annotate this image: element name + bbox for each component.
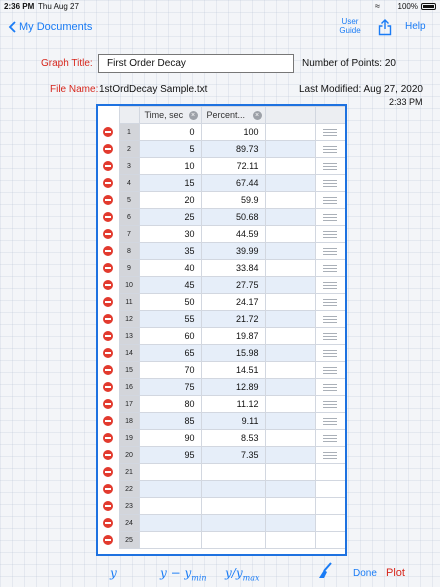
delete-row-cell — [98, 464, 119, 481]
percent-cell[interactable]: 67.44 — [201, 175, 265, 192]
row-number: 13 — [119, 328, 139, 345]
reorder-handle-cell — [315, 481, 345, 498]
empty-cell[interactable] — [265, 141, 315, 158]
time-cell[interactable]: 80 — [139, 396, 201, 413]
time-cell[interactable]: 65 — [139, 345, 201, 362]
time-cell[interactable]: 5 — [139, 141, 201, 158]
empty-cell[interactable] — [265, 124, 315, 141]
empty-cell[interactable] — [265, 362, 315, 379]
percent-cell[interactable] — [201, 498, 265, 515]
delete-row-cell — [98, 260, 119, 277]
row-number: 12 — [119, 311, 139, 328]
time-cell[interactable]: 60 — [139, 328, 201, 345]
delete-row-cell — [98, 430, 119, 447]
user-guide-button[interactable] — [335, 17, 365, 35]
empty-cell[interactable] — [265, 294, 315, 311]
table-row — [98, 447, 345, 464]
delete-row-cell — [98, 158, 119, 175]
empty-cell[interactable] — [265, 532, 315, 549]
delete-row-icon[interactable] — [103, 161, 113, 171]
time-cell[interactable]: 95 — [139, 447, 201, 464]
reorder-handle-cell — [315, 311, 345, 328]
column-header-time[interactable] — [139, 107, 201, 124]
delete-row-icon[interactable] — [103, 484, 113, 494]
empty-cell[interactable] — [265, 209, 315, 226]
table-row — [98, 481, 345, 498]
empty-cell[interactable] — [265, 396, 315, 413]
row-number: 21 — [119, 464, 139, 481]
row-number: 10 — [119, 277, 139, 294]
graph-title-input[interactable]: First Order Decay — [98, 54, 294, 73]
empty-cell[interactable] — [265, 311, 315, 328]
reorder-handle-cell — [315, 464, 345, 481]
drag-handle-icon[interactable] — [323, 418, 337, 426]
table-row — [98, 226, 345, 243]
delete-row-cell — [98, 345, 119, 362]
row-number: 1 — [119, 124, 139, 141]
empty-cell[interactable] — [265, 226, 315, 243]
table-row — [98, 192, 345, 209]
delete-row-cell — [98, 209, 119, 226]
delete-row-icon[interactable] — [103, 535, 113, 545]
table-row — [98, 430, 345, 447]
chevron-left-icon — [8, 21, 16, 33]
row-number: 24 — [119, 515, 139, 532]
table-row — [98, 345, 345, 362]
percent-cell[interactable]: 44.59 — [201, 226, 265, 243]
drag-handle-icon[interactable] — [323, 299, 337, 307]
reorder-handle-cell — [315, 209, 345, 226]
percent-cell[interactable]: 14.51 — [201, 362, 265, 379]
transform-y-minus-ymin-button[interactable] — [160, 566, 207, 582]
drag-handle-icon[interactable] — [323, 384, 337, 392]
table-header-row — [98, 107, 345, 124]
data-table-panel — [96, 104, 347, 556]
drag-handle-icon[interactable] — [323, 367, 337, 375]
status-time: 2:36 PM — [4, 2, 35, 11]
drag-handle-icon[interactable] — [323, 435, 337, 443]
drag-handle-icon[interactable] — [323, 197, 337, 205]
delete-row-icon[interactable] — [103, 127, 113, 137]
tool-y-minus-label: y − y — [160, 566, 192, 580]
empty-cell[interactable] — [265, 481, 315, 498]
row-number: 9 — [119, 260, 139, 277]
reorder-handle-cell — [315, 413, 345, 430]
row-number: 11 — [119, 294, 139, 311]
points-count: Number of Points: 20 — [302, 58, 396, 69]
time-cell[interactable]: 70 — [139, 362, 201, 379]
delete-row-icon[interactable] — [103, 433, 113, 443]
percent-cell[interactable] — [201, 481, 265, 498]
brush-icon[interactable] — [318, 562, 334, 580]
reorder-handle-cell — [315, 345, 345, 362]
percent-cell[interactable]: 11.12 — [201, 396, 265, 413]
table-row — [98, 158, 345, 175]
transform-y-div-ymax-button[interactable] — [225, 566, 259, 582]
clear-column-icon[interactable]: × — [253, 111, 262, 120]
percent-cell[interactable]: 100 — [201, 124, 265, 141]
reorder-handle-cell — [315, 158, 345, 175]
table-body — [98, 124, 345, 549]
column-header-percent[interactable] — [201, 107, 265, 124]
delete-row-icon[interactable] — [103, 331, 113, 341]
delete-row-icon[interactable] — [103, 348, 113, 358]
drag-handle-icon[interactable] — [323, 214, 337, 222]
time-cell[interactable]: 0 — [139, 124, 201, 141]
delete-row-icon[interactable] — [103, 144, 113, 154]
done-button[interactable]: Done — [353, 568, 377, 579]
delete-row-icon[interactable] — [103, 365, 113, 375]
table-row — [98, 413, 345, 430]
delete-row-cell — [98, 243, 119, 260]
empty-cell[interactable] — [265, 413, 315, 430]
percent-cell[interactable]: 59.9 — [201, 192, 265, 209]
delete-row-icon[interactable] — [103, 501, 113, 511]
drag-handle-icon[interactable] — [323, 129, 337, 137]
tool-y-div-label: y/y — [225, 566, 243, 580]
empty-cell[interactable] — [265, 192, 315, 209]
empty-cell[interactable] — [265, 464, 315, 481]
delete-row-cell — [98, 192, 119, 209]
table-row — [98, 243, 345, 260]
delete-row-cell — [98, 447, 119, 464]
percent-cell[interactable]: 8.53 — [201, 430, 265, 447]
delete-row-cell — [98, 175, 119, 192]
reorder-handle-cell — [315, 515, 345, 532]
row-number: 6 — [119, 209, 139, 226]
percent-cell[interactable]: 24.17 — [201, 294, 265, 311]
empty-cell[interactable] — [265, 447, 315, 464]
percent-cell[interactable]: 50.68 — [201, 209, 265, 226]
table-row — [98, 277, 345, 294]
table-row — [98, 464, 345, 481]
column-header-label: Percent... — [206, 110, 246, 120]
percent-cell[interactable] — [201, 532, 265, 549]
row-number: 2 — [119, 141, 139, 158]
percent-cell[interactable]: 27.75 — [201, 277, 265, 294]
row-number: 23 — [119, 498, 139, 515]
row-number: 17 — [119, 396, 139, 413]
time-cell[interactable]: 25 — [139, 209, 201, 226]
row-number: 8 — [119, 243, 139, 260]
reorder-handle-cell — [315, 294, 345, 311]
percent-cell[interactable]: 15.98 — [201, 345, 265, 362]
empty-cell[interactable] — [265, 498, 315, 515]
drag-handle-icon[interactable] — [323, 231, 337, 239]
header-handle — [315, 107, 345, 124]
delete-row-icon[interactable] — [103, 450, 113, 460]
delete-row-icon[interactable] — [103, 229, 113, 239]
reorder-handle-cell — [315, 277, 345, 294]
row-number: 16 — [119, 379, 139, 396]
delete-row-icon[interactable] — [103, 399, 113, 409]
last-modified-time: 2:33 PM — [389, 97, 423, 107]
user-guide-line1: User — [341, 17, 359, 26]
empty-cell[interactable] — [265, 277, 315, 294]
table-row — [98, 379, 345, 396]
status-bar — [0, 0, 440, 14]
time-cell[interactable] — [139, 481, 201, 498]
percent-cell[interactable] — [201, 515, 265, 532]
reorder-handle-cell — [315, 328, 345, 345]
empty-cell[interactable] — [265, 379, 315, 396]
empty-cell[interactable] — [265, 158, 315, 175]
delete-row-cell — [98, 362, 119, 379]
drag-handle-icon[interactable] — [323, 265, 337, 273]
time-cell[interactable]: 85 — [139, 413, 201, 430]
table-row — [98, 515, 345, 532]
back-label: My Documents — [19, 21, 93, 33]
delete-row-cell — [98, 379, 119, 396]
delete-row-icon[interactable] — [103, 280, 113, 290]
header-rownum — [119, 107, 139, 124]
graph-title-label: Graph Title: — [41, 58, 93, 69]
delete-row-icon[interactable] — [103, 246, 113, 256]
time-cell[interactable]: 45 — [139, 277, 201, 294]
row-number: 20 — [119, 447, 139, 464]
empty-cell[interactable] — [265, 243, 315, 260]
column-header-label: Time, sec — [144, 110, 184, 120]
row-number: 4 — [119, 175, 139, 192]
empty-cell[interactable] — [265, 175, 315, 192]
drag-handle-icon[interactable] — [323, 248, 337, 256]
row-number: 7 — [119, 226, 139, 243]
table-row — [98, 294, 345, 311]
nav-bar — [0, 14, 440, 44]
table-row — [98, 141, 345, 158]
delete-row-cell — [98, 294, 119, 311]
percent-cell[interactable]: 39.99 — [201, 243, 265, 260]
empty-cell[interactable] — [265, 430, 315, 447]
user-guide-line2: Guide — [339, 26, 361, 35]
time-cell[interactable]: 55 — [139, 311, 201, 328]
empty-cell[interactable] — [265, 328, 315, 345]
delete-row-cell — [98, 226, 119, 243]
time-cell[interactable] — [139, 515, 201, 532]
time-cell[interactable] — [139, 498, 201, 515]
percent-cell[interactable]: 12.89 — [201, 379, 265, 396]
back-button[interactable] — [8, 21, 92, 33]
delete-row-icon[interactable] — [103, 382, 113, 392]
reorder-handle-cell — [315, 260, 345, 277]
delete-row-icon[interactable] — [103, 314, 113, 324]
reorder-handle-cell — [315, 447, 345, 464]
tool-y-minus-sub: min — [191, 573, 207, 583]
reorder-handle-cell — [315, 226, 345, 243]
delete-row-icon[interactable] — [103, 467, 113, 477]
percent-cell[interactable]: 9.11 — [201, 413, 265, 430]
percent-cell[interactable]: 7.35 — [201, 447, 265, 464]
time-cell[interactable]: 15 — [139, 175, 201, 192]
time-cell[interactable]: 35 — [139, 243, 201, 260]
time-cell[interactable] — [139, 532, 201, 549]
empty-cell[interactable] — [265, 345, 315, 362]
time-cell[interactable]: 10 — [139, 158, 201, 175]
row-number: 25 — [119, 532, 139, 549]
time-cell[interactable]: 20 — [139, 192, 201, 209]
drag-handle-icon[interactable] — [323, 316, 337, 324]
tool-y-div-sub: max — [242, 573, 260, 583]
table-row — [98, 311, 345, 328]
percent-cell[interactable]: 33.84 — [201, 260, 265, 277]
drag-handle-icon[interactable] — [323, 333, 337, 341]
table-row — [98, 532, 345, 549]
reorder-handle-cell — [315, 498, 345, 515]
percent-cell[interactable]: 89.73 — [201, 141, 265, 158]
row-number: 18 — [119, 413, 139, 430]
reorder-handle-cell — [315, 175, 345, 192]
drag-handle-icon[interactable] — [323, 163, 337, 171]
empty-cell[interactable] — [265, 260, 315, 277]
reorder-handle-cell — [315, 430, 345, 447]
drag-handle-icon[interactable] — [323, 350, 337, 358]
delete-row-icon[interactable] — [103, 297, 113, 307]
delete-row-icon[interactable] — [103, 195, 113, 205]
row-number: 22 — [119, 481, 139, 498]
reorder-handle-cell — [315, 243, 345, 260]
empty-cell[interactable] — [265, 515, 315, 532]
delete-row-cell — [98, 124, 119, 141]
delete-row-cell — [98, 481, 119, 498]
row-number: 15 — [119, 362, 139, 379]
table-row — [98, 260, 345, 277]
reorder-handle-cell — [315, 124, 345, 141]
drag-handle-icon[interactable] — [323, 401, 337, 409]
last-modified: Last Modified: Aug 27, 2020 — [299, 84, 423, 95]
delete-row-cell — [98, 141, 119, 158]
file-name-label: File Name: — [50, 84, 99, 95]
percent-cell[interactable]: 19.87 — [201, 328, 265, 345]
time-cell[interactable] — [139, 464, 201, 481]
drag-handle-icon[interactable] — [323, 180, 337, 188]
battery-percent: 100% — [397, 2, 418, 11]
delete-row-icon[interactable] — [103, 416, 113, 426]
delete-row-icon[interactable] — [103, 178, 113, 188]
battery-icon — [421, 3, 436, 10]
table-row — [98, 209, 345, 226]
reorder-handle-cell — [315, 379, 345, 396]
percent-cell[interactable] — [201, 464, 265, 481]
data-table — [98, 106, 346, 549]
wifi-icon: ≈ — [375, 1, 380, 11]
time-cell[interactable]: 30 — [139, 226, 201, 243]
status-date: Thu Aug 27 — [38, 2, 79, 11]
transform-y-button[interactable]: y — [110, 566, 117, 580]
delete-row-icon[interactable] — [103, 518, 113, 528]
table-row — [98, 362, 345, 379]
delete-row-icon[interactable] — [103, 212, 113, 222]
time-cell[interactable]: 90 — [139, 430, 201, 447]
clear-column-icon[interactable]: × — [189, 111, 198, 120]
table-row — [98, 328, 345, 345]
row-number: 14 — [119, 345, 139, 362]
time-cell[interactable]: 50 — [139, 294, 201, 311]
reorder-handle-cell — [315, 362, 345, 379]
reorder-handle-cell — [315, 532, 345, 549]
delete-row-cell — [98, 311, 119, 328]
reorder-handle-cell — [315, 396, 345, 413]
delete-row-cell — [98, 396, 119, 413]
delete-row-cell — [98, 532, 119, 549]
bottom-toolbar — [0, 558, 440, 587]
file-name-value: 1stOrdDecay Sample.txt — [99, 84, 208, 95]
drag-handle-icon[interactable] — [323, 282, 337, 290]
table-row — [98, 498, 345, 515]
percent-cell[interactable]: 21.72 — [201, 311, 265, 328]
delete-row-cell — [98, 413, 119, 430]
plot-button[interactable]: Plot — [386, 567, 405, 579]
table-row — [98, 124, 345, 141]
time-cell[interactable]: 40 — [139, 260, 201, 277]
delete-row-icon[interactable] — [103, 263, 113, 273]
delete-row-cell — [98, 498, 119, 515]
delete-row-cell — [98, 277, 119, 294]
row-number: 5 — [119, 192, 139, 209]
help-button[interactable]: Help — [405, 21, 426, 32]
table-row — [98, 175, 345, 192]
delete-row-cell — [98, 515, 119, 532]
share-icon[interactable] — [378, 18, 392, 36]
row-number: 3 — [119, 158, 139, 175]
header-spacer — [98, 107, 119, 124]
row-number: 19 — [119, 430, 139, 447]
table-row — [98, 396, 345, 413]
time-cell[interactable]: 75 — [139, 379, 201, 396]
reorder-handle-cell — [315, 192, 345, 209]
column-header-empty[interactable] — [265, 107, 315, 124]
drag-handle-icon[interactable] — [323, 452, 337, 460]
reorder-handle-cell — [315, 141, 345, 158]
percent-cell[interactable]: 72.11 — [201, 158, 265, 175]
delete-row-cell — [98, 328, 119, 345]
drag-handle-icon[interactable] — [323, 146, 337, 154]
